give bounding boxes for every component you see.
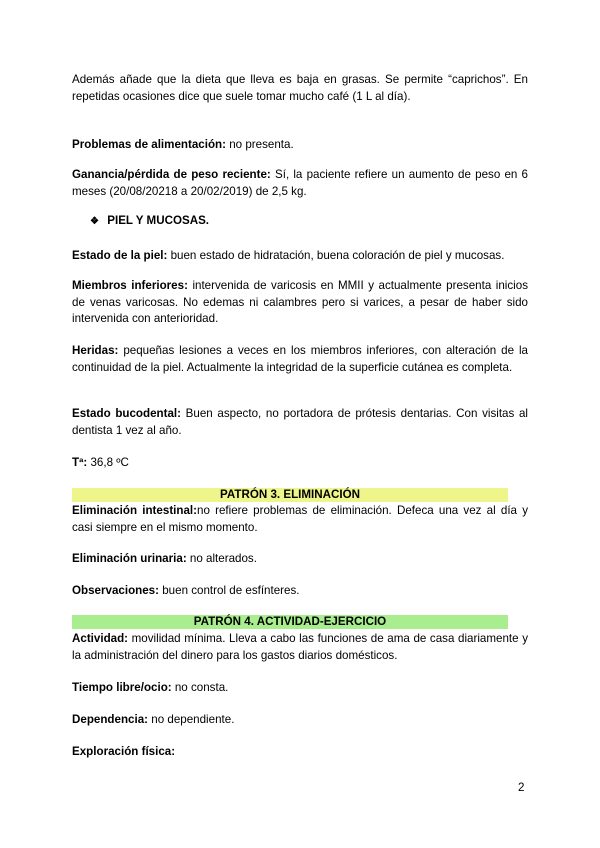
field-value: Buen aspecto, no portadora de prótesis dentarias. Con visitas al dentista 1 vez al año. — [72, 407, 528, 437]
field-value: pequeñas lesiones a veces en los miembros inferiores, con alteración de la continuidad de la piel. Actualmente la integridad de la superficie cutánea es completa. — [72, 344, 528, 374]
field-label: Exploración física: — [72, 745, 176, 758]
paragraph-exploracion-fisica — [72, 744, 528, 761]
field-value: Sí, la paciente refiere un aumento de peso en 6 meses (20/08/20218 a 20/02/2019) de 2,5 kg. — [72, 168, 529, 198]
paragraph-estado-bucodental — [72, 406, 528, 439]
paragraph-problemas-alimentacion — [72, 137, 528, 154]
paragraph-estado-piel — [72, 248, 528, 265]
field-value: no presenta. — [226, 138, 294, 151]
paragraph-dependencia — [72, 712, 528, 729]
paragraph-ganancia-peso — [72, 167, 528, 200]
field-value: buen estado de hidratación, buena coloración de piel y mucosas. — [167, 249, 505, 262]
field-label: Observaciones: — [72, 584, 159, 597]
field-value: no refiere problemas de eliminación. Defeca una vez al día y casi siempre en el mismo momento. — [72, 504, 528, 534]
page-number: 2 — [518, 781, 525, 794]
paragraph-text: Además añade que la dieta que lleva es baja en grasas. Se permite “caprichos”. En repetidas ocasiones dice que suele tomar mucho café (1 L al día). — [72, 73, 528, 103]
bullet-heading: PIEL Y MUCOSAS. — [107, 214, 210, 227]
paragraph-heridas — [72, 343, 528, 376]
field-label: Tiempo libre/ocio: — [72, 681, 172, 694]
field-label: Actividad: — [72, 632, 129, 645]
field-value: buen control de esfínteres. — [159, 584, 300, 597]
field-label: Problemas de alimentación: — [72, 138, 226, 151]
field-value: 36,8 ºC — [87, 456, 129, 469]
paragraph-observaciones — [72, 583, 528, 600]
paragraph-actividad — [72, 631, 528, 664]
section-header-patron-3: PATRÓN 3. ELIMINACIÓN — [72, 488, 508, 502]
field-value: no consta. — [171, 681, 229, 694]
field-value: no dependiente. — [148, 713, 235, 726]
section-header-patron-4: PATRÓN 4. ACTIVIDAD-EJERCICIO — [72, 615, 508, 629]
paragraph-dieta — [72, 72, 528, 105]
field-label: Eliminación urinaria: — [72, 552, 187, 565]
section-bullet-piel — [90, 213, 209, 230]
field-label: Heridas: — [72, 344, 119, 357]
field-label: Ganancia/pérdida de peso reciente: — [72, 168, 271, 181]
field-label: Tª: — [72, 456, 88, 469]
diamond-bullet-icon: ❖ — [90, 216, 99, 227]
paragraph-temperatura — [72, 455, 528, 472]
field-label: Estado bucodental: — [72, 407, 182, 420]
field-label: Dependencia: — [72, 713, 149, 726]
paragraph-eliminacion-intestinal — [72, 503, 528, 536]
field-value: no alterados. — [186, 552, 257, 565]
paragraph-tiempo-libre — [72, 680, 528, 697]
field-label: Estado de la piel: — [72, 249, 168, 262]
paragraph-miembros-inferiores — [72, 278, 528, 328]
field-label: Eliminación intestinal: — [72, 504, 198, 517]
paragraph-eliminacion-urinaria — [72, 551, 528, 568]
field-value: intervenida de varicosis en MMII y actualmente presenta inicios de venas varicosas. No edemas ni calambres pero si varices, a pesar de haber sido intervenida con anterioridad. — [72, 279, 528, 325]
field-label: Miembros inferiores: — [72, 279, 188, 292]
field-value: movilidad mínima. Lleva a cabo las funciones de ama de casa diariamente y la administración del dinero para los gastos diarios domésticos. — [72, 632, 528, 662]
